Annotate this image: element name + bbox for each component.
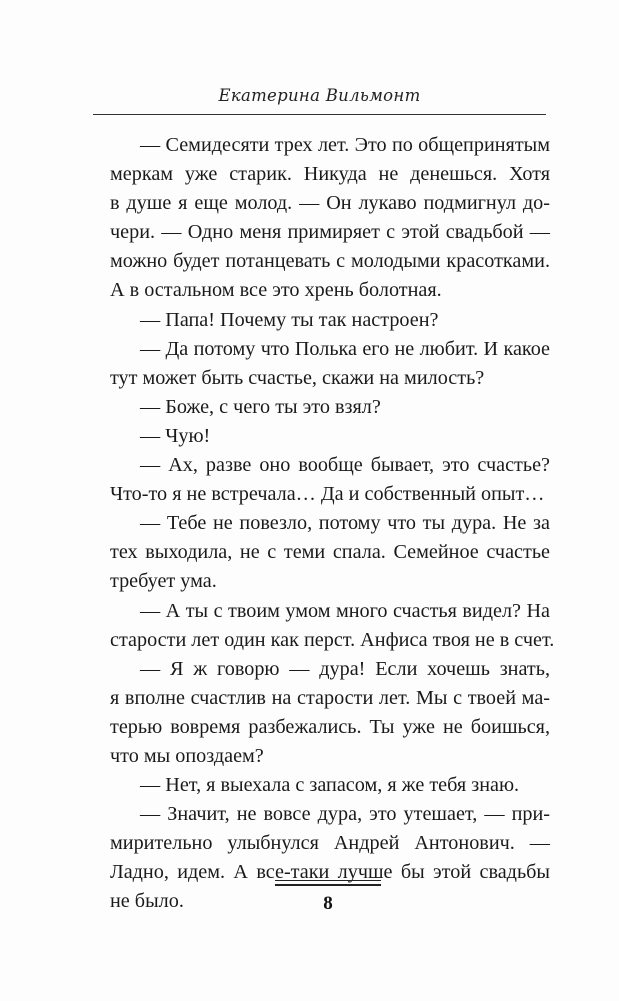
text-line: — Чую! — [140, 424, 211, 447]
text-line: Что-то я не встречала… Да и собственный опыт… — [110, 483, 545, 506]
text-line: старости лет один как перст. Анфиса твоя не в счет. — [110, 628, 555, 651]
text-line: — Нет, я выехала с запасом, я же тебя знаю. — [140, 774, 520, 797]
text-line: я вполне счастлив на старости лет. Мы с твоей ма- — [110, 686, 550, 709]
text-line: можно будет потанцевать с молодыми красотками. — [110, 250, 550, 273]
text-line: — Значит, не вовсе дура, это утешает, — при- — [140, 803, 550, 826]
text-line: — Да потому что Полька его не любит. И какое — [140, 337, 550, 360]
text-line: тут может быть счастье, скажи на милость? — [110, 366, 485, 389]
page-number: 8 — [323, 893, 333, 914]
text-line: — Семидесяти трех лет. Это по общепринятым — [140, 134, 550, 156]
text-line: не было. — [110, 890, 184, 913]
text-line: — Ах, разве оно вообще бывает, это счастье? — [140, 454, 550, 477]
text-line: требует ума. — [110, 570, 217, 593]
text-line: — Я ж говорю — дура! Если хочешь знать, — [140, 657, 550, 680]
text-line: — Тебе не повезло, потому что ты дура. Не за — [140, 512, 550, 535]
text-line: чери. — Одно меня примиряет с этой свадьбой — — [110, 221, 550, 244]
text-line: терью вовремя разбежались. Ты уже не боишься, — [110, 715, 550, 738]
text-line: в душе я еще молод. — Он лукаво подмигнул до- — [110, 192, 550, 215]
text-line: Ладно, идем. А все-таки лучше бы этой свадьбы — [110, 861, 550, 884]
text-line: — А ты с твоим умом много счастья видел? На — [140, 599, 550, 622]
text-line: меркам уже старик. Никуда не денешься. Хотя — [110, 163, 550, 186]
text-line: что мы опоздаем? — [110, 744, 264, 767]
footer-double-rule — [275, 880, 381, 886]
header-rule — [93, 114, 546, 115]
body-text — [110, 131, 555, 917]
text-line: — Боже, с чего ты это взял? — [140, 395, 381, 418]
text-line: тех выходила, не с теми спала. Семейное счастье — [110, 541, 550, 564]
text-line: — Папа! Почему ты так настроен? — [140, 308, 439, 331]
running-head-author: Екатерина Вильмонт — [218, 86, 421, 105]
text-line: А в остальном все это хрень болотная. — [110, 279, 442, 302]
text-line: мирительно улыбнулся Андрей Антонович. — — [110, 832, 550, 855]
